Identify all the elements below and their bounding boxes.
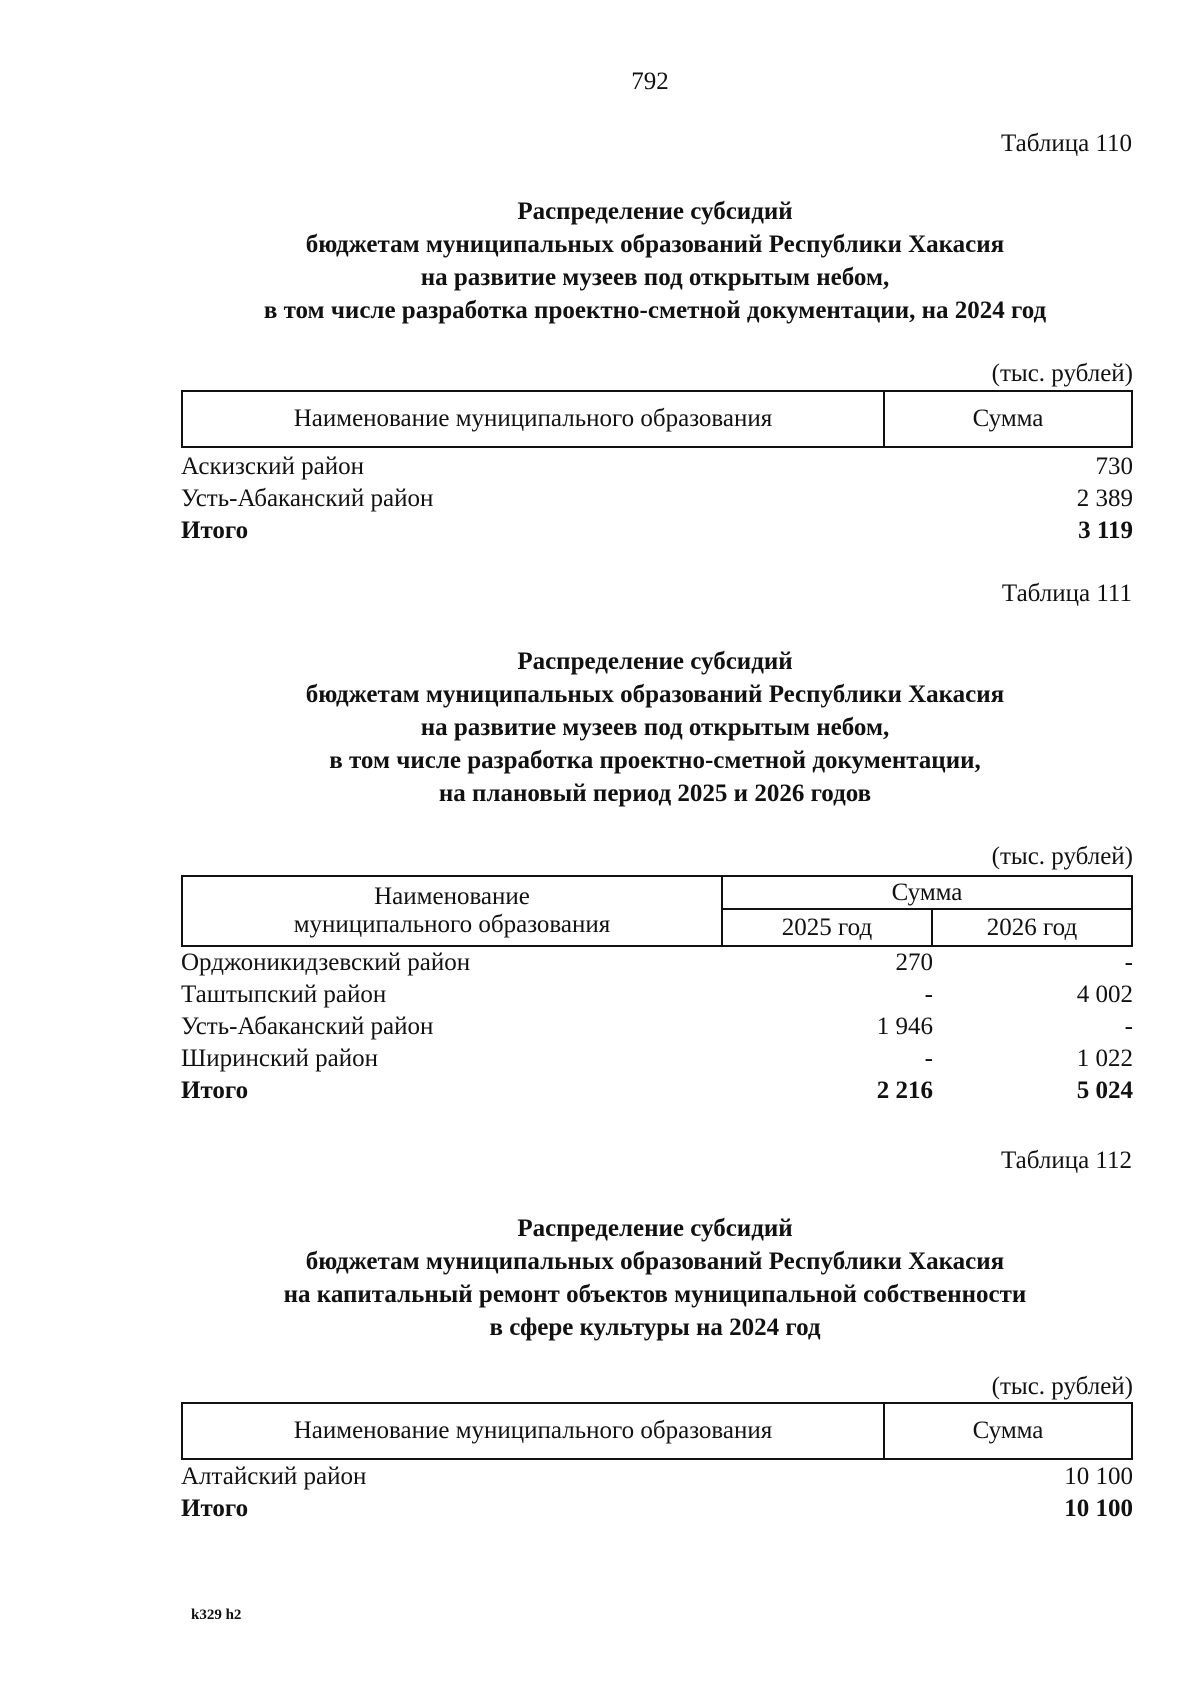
table-112-unit: (тыс. рублей)	[991, 1373, 1133, 1400]
table-111-heading	[130, 645, 1180, 810]
heading-line: на развитие музеев под открытым небом,	[420, 714, 890, 741]
row-value-2026: -	[1124, 949, 1133, 976]
table-row	[181, 1043, 1133, 1075]
heading-line: бюджетам муниципальных образований Республики Хакасия	[305, 231, 1005, 258]
row-value: 10 100	[1064, 1463, 1133, 1490]
column-header-sum: Сумма	[884, 1403, 1132, 1459]
total-value: 3 119	[1078, 517, 1133, 544]
total-label: Итого	[181, 1077, 249, 1104]
heading-line: на капитальный ремонт объектов муниципальной собственности	[283, 1281, 1027, 1308]
table-111-label: Таблица 111	[1001, 580, 1132, 607]
heading-line: в том числе разработка проектно-сметной документации, на 2024 год	[263, 297, 1047, 324]
column-header-sum: Сумма	[722, 876, 1132, 909]
table-111-header	[181, 875, 1133, 947]
row-value: 730	[1095, 453, 1133, 480]
table-112-heading	[130, 1212, 1180, 1344]
total-label: Итого	[181, 517, 249, 544]
total-row	[181, 1075, 1133, 1107]
table-row	[181, 979, 1133, 1011]
row-value-2025: 270	[895, 949, 933, 976]
column-header-name-line: Наименование	[374, 883, 530, 910]
heading-line: на плановый период 2025 и 2026 годов	[438, 780, 872, 807]
heading-line: на развитие музеев под открытым небом,	[420, 264, 890, 291]
row-name: Усть-Абаканский район	[181, 485, 434, 512]
table-112-header	[181, 1402, 1133, 1460]
row-value-2026: 1 022	[1076, 1045, 1133, 1072]
table-110-header	[181, 390, 1133, 448]
total-value: 10 100	[1064, 1495, 1133, 1522]
row-name: Таштыпский район	[181, 981, 387, 1008]
heading-line: в сфере культуры на 2024 год	[489, 1314, 821, 1341]
column-header-sum: Сумма	[884, 391, 1132, 447]
table-110-body	[181, 451, 1133, 547]
table-row	[181, 947, 1133, 979]
row-name: Алтайский район	[181, 1463, 367, 1490]
total-label: Итого	[181, 1495, 249, 1522]
row-value-2025: -	[924, 981, 933, 1008]
heading-line: Распределение субсидий	[517, 648, 793, 675]
column-header-name	[182, 876, 722, 946]
table-110-heading	[130, 195, 1180, 327]
row-value-2026: 4 002	[1076, 981, 1133, 1008]
total-value-2026: 5 024	[1076, 1077, 1133, 1104]
row-name: Усть-Абаканский район	[181, 1013, 434, 1040]
column-header-name: Наименование муниципального образования	[182, 391, 884, 447]
row-name: Ширинский район	[181, 1045, 378, 1072]
total-value-2025: 2 216	[876, 1077, 933, 1104]
heading-line: бюджетам муниципальных образований Республики Хакасия	[305, 681, 1005, 708]
table-row	[181, 1011, 1133, 1043]
table-112-label: Таблица 112	[1001, 1147, 1132, 1174]
total-row	[181, 1493, 1133, 1525]
row-value-2025: -	[924, 1045, 933, 1072]
table-111-body	[181, 947, 1133, 1107]
row-name: Орджоникидзевский район	[181, 949, 471, 976]
document-code: k329 h2	[191, 1607, 242, 1623]
row-name: Аскизский район	[181, 453, 365, 480]
table-111-unit: (тыс. рублей)	[991, 843, 1133, 870]
table-112-body	[181, 1461, 1133, 1525]
table-110-label: Таблица 110	[1001, 130, 1132, 157]
row-value: 2 389	[1076, 485, 1133, 512]
column-header-name: Наименование муниципального образования	[182, 1403, 884, 1459]
column-header-name-line: муниципального образования	[293, 911, 611, 938]
table-row	[181, 483, 1133, 515]
total-row	[181, 515, 1133, 547]
table-110-unit: (тыс. рублей)	[991, 360, 1133, 387]
heading-line: бюджетам муниципальных образований Республики Хакасия	[305, 1248, 1005, 1275]
heading-line: Распределение субсидий	[517, 1215, 793, 1242]
row-value-2026: -	[1124, 1013, 1133, 1040]
page-number: 792	[631, 68, 669, 95]
heading-line: Распределение субсидий	[517, 198, 793, 225]
column-header-2026: 2026 год	[932, 909, 1132, 946]
table-row	[181, 451, 1133, 483]
table-row	[181, 1461, 1133, 1493]
column-header-2025: 2025 год	[722, 909, 932, 946]
heading-line: в том числе разработка проектно-сметной документации,	[329, 747, 981, 774]
row-value-2025: 1 946	[876, 1013, 933, 1040]
